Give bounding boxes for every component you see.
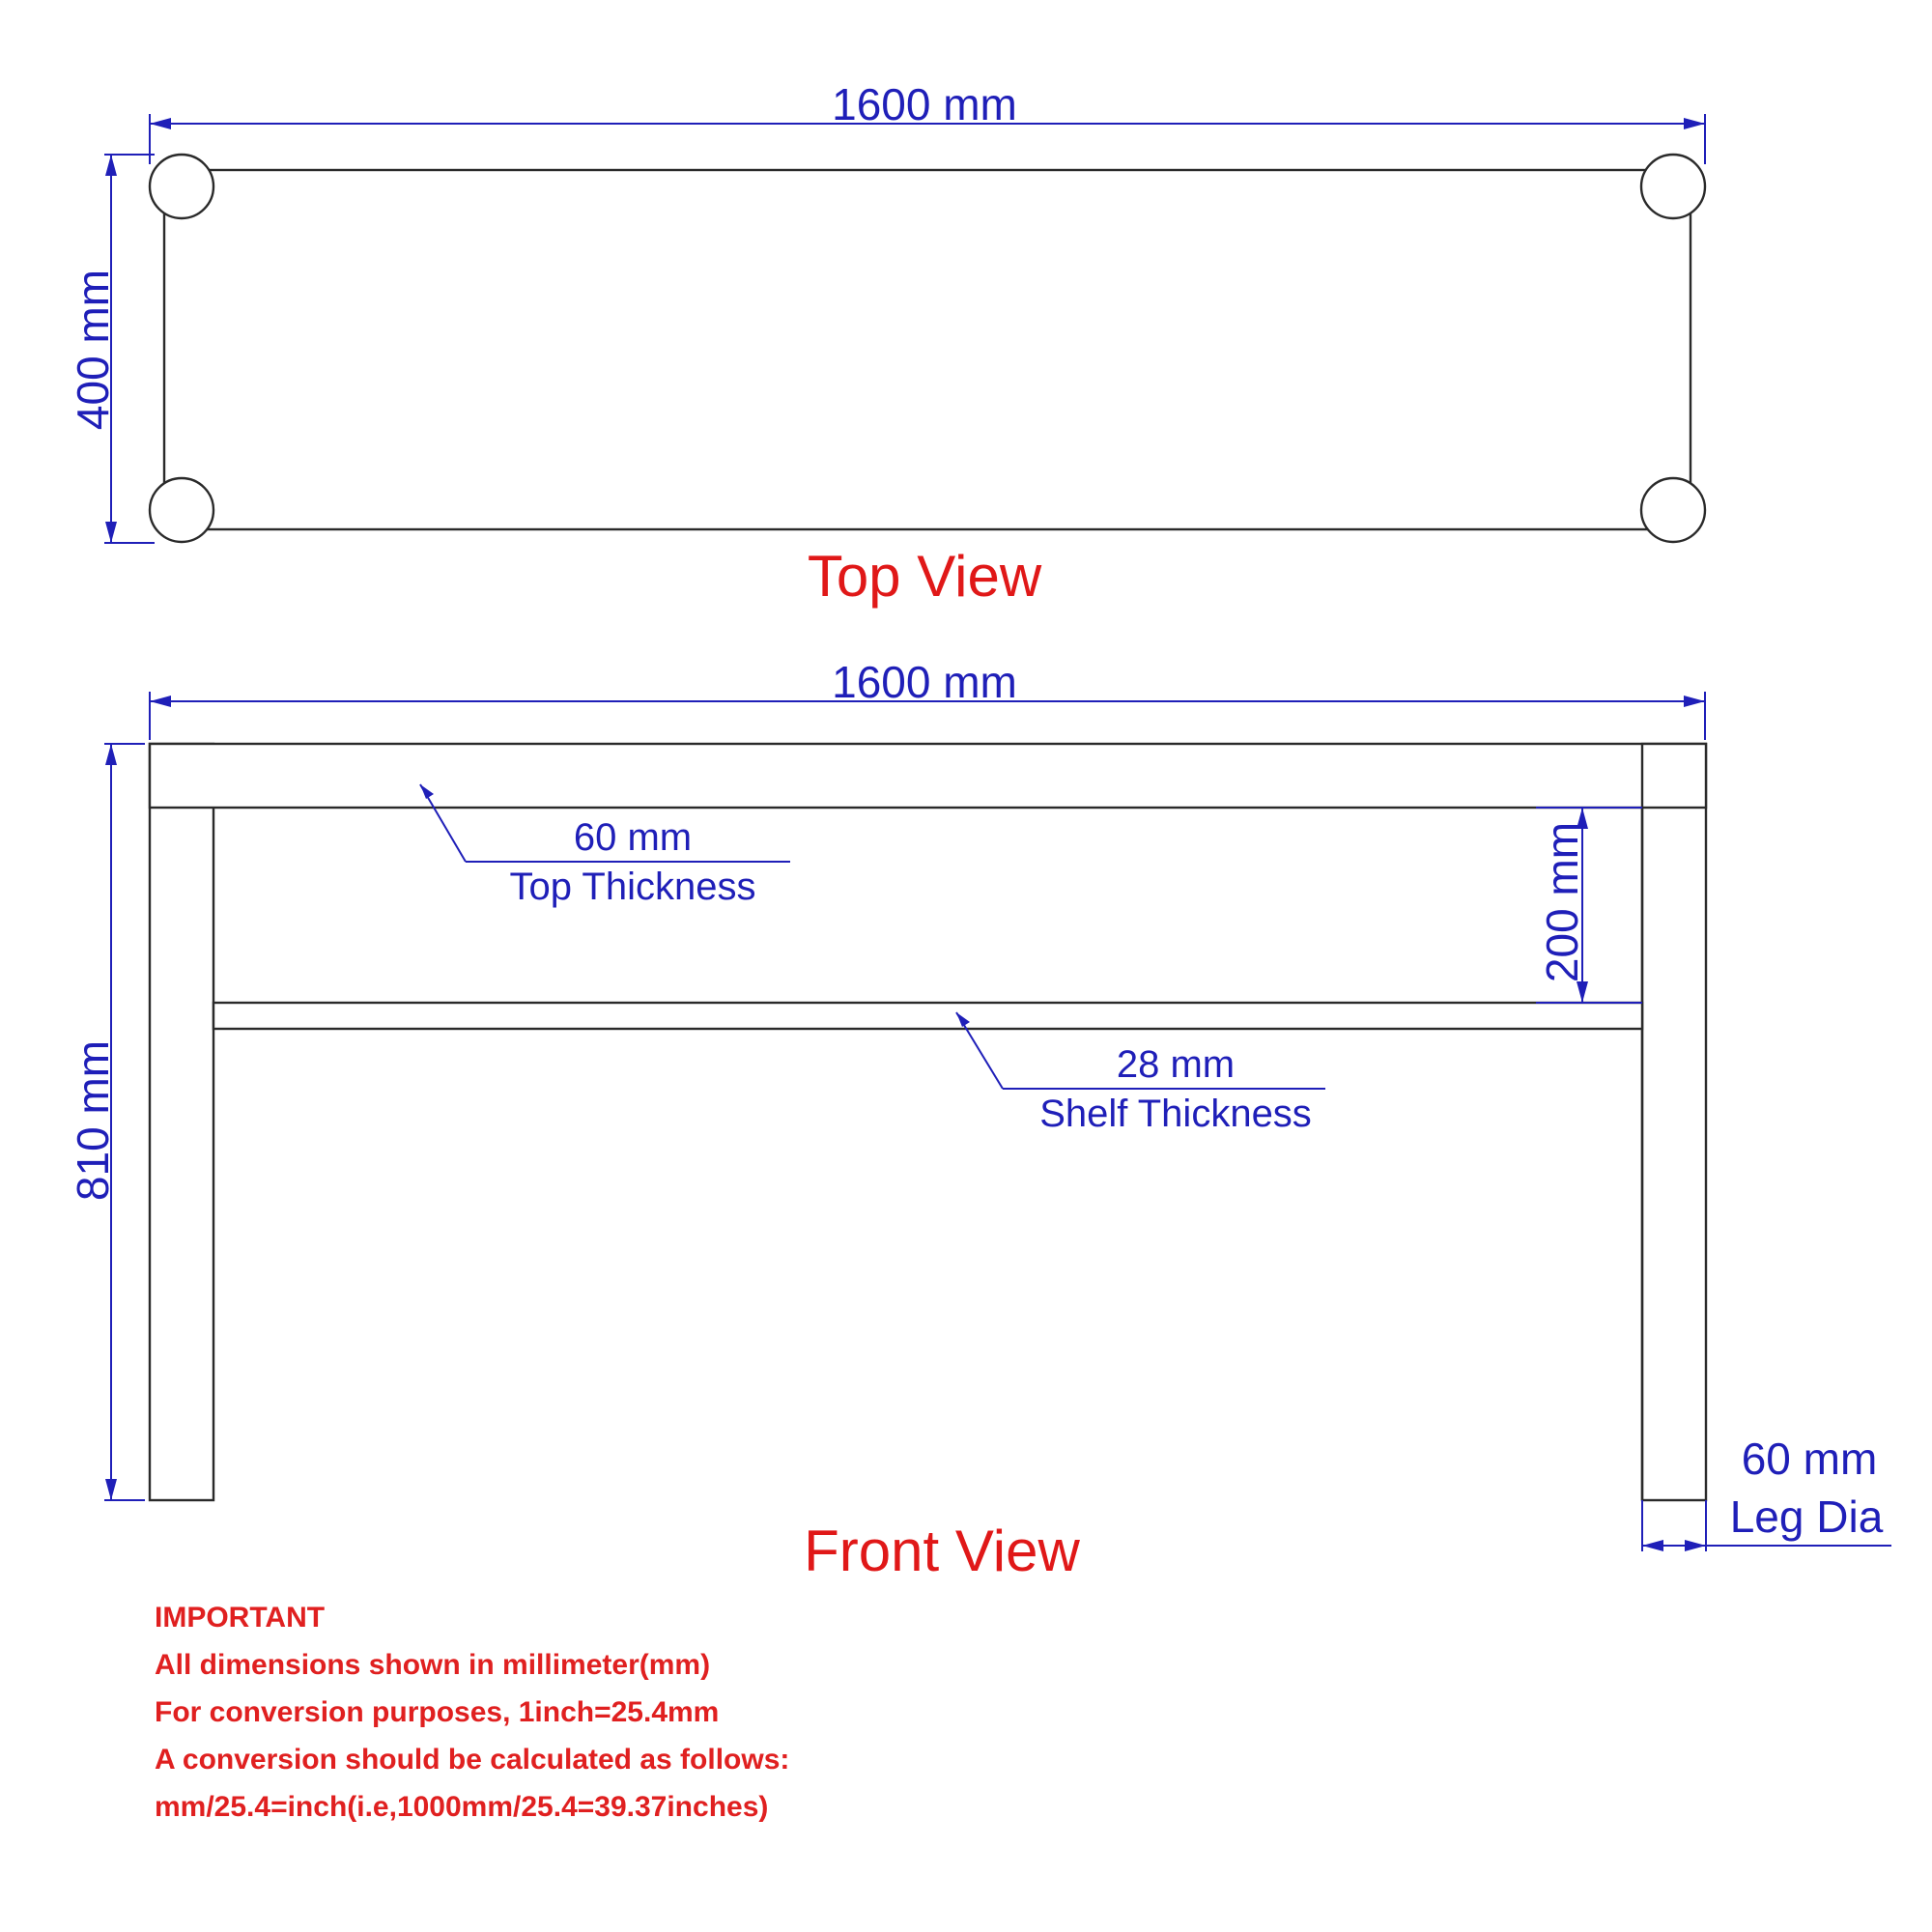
front-view-leg-left [150,744,213,1500]
front-view-shelf [213,1003,1642,1029]
shelf-thickness-callout [956,1012,1325,1135]
front-view-tabletop [150,744,1706,808]
front-view-height-label: 810 mm [68,1039,118,1202]
top-view-width-dimension [150,79,1705,164]
front-view-height-dimension [68,744,145,1500]
top-view-leg-top-left [150,155,213,218]
shelf-thickness-label: Shelf Thickness [1039,1093,1312,1135]
top-view-tabletop-outline [164,170,1690,529]
notes-line: For conversion purposes, 1inch=25.4mm [155,1696,720,1728]
important-notes [155,1594,1410,1831]
notes-heading: IMPORTANT [155,1602,326,1634]
notes-line: A conversion should be calculated as follows: [155,1744,790,1776]
front-view-title: Front View [804,1519,1080,1583]
front-view-leg-right [1642,744,1706,1500]
shelf-thickness-value: 28 mm [1116,1043,1236,1086]
leg-dia-label: Leg Dia [1729,1492,1884,1542]
front-view-width-label: 1600 mm [832,657,1017,707]
top-view-depth-label: 400 mm [68,269,118,431]
notes-line: mm/25.4=inch(i.e,1000mm/25.4=39.37inches) [155,1791,769,1823]
top-thickness-value: 60 mm [573,816,693,859]
front-view-width-dimension [150,657,1705,740]
front-view [68,657,1891,1583]
top-view-leg-bottom-right [1641,478,1705,542]
top-view-title: Top View [807,544,1042,609]
top-view-width-label: 1600 mm [832,79,1017,129]
front-view-shelf-gap-label: 200 mm [1537,821,1587,983]
notes-line: All dimensions shown in millimeter(mm) [155,1649,711,1681]
top-view-leg-bottom-left [150,478,213,542]
top-thickness-label: Top Thickness [509,866,756,908]
leg-dia-value: 60 mm [1741,1434,1878,1484]
front-view-shelf-gap-dimension [1536,808,1642,1003]
top-view-depth-dimension [68,155,155,543]
top-view-leg-top-right [1641,155,1705,218]
top-view [68,79,1705,609]
